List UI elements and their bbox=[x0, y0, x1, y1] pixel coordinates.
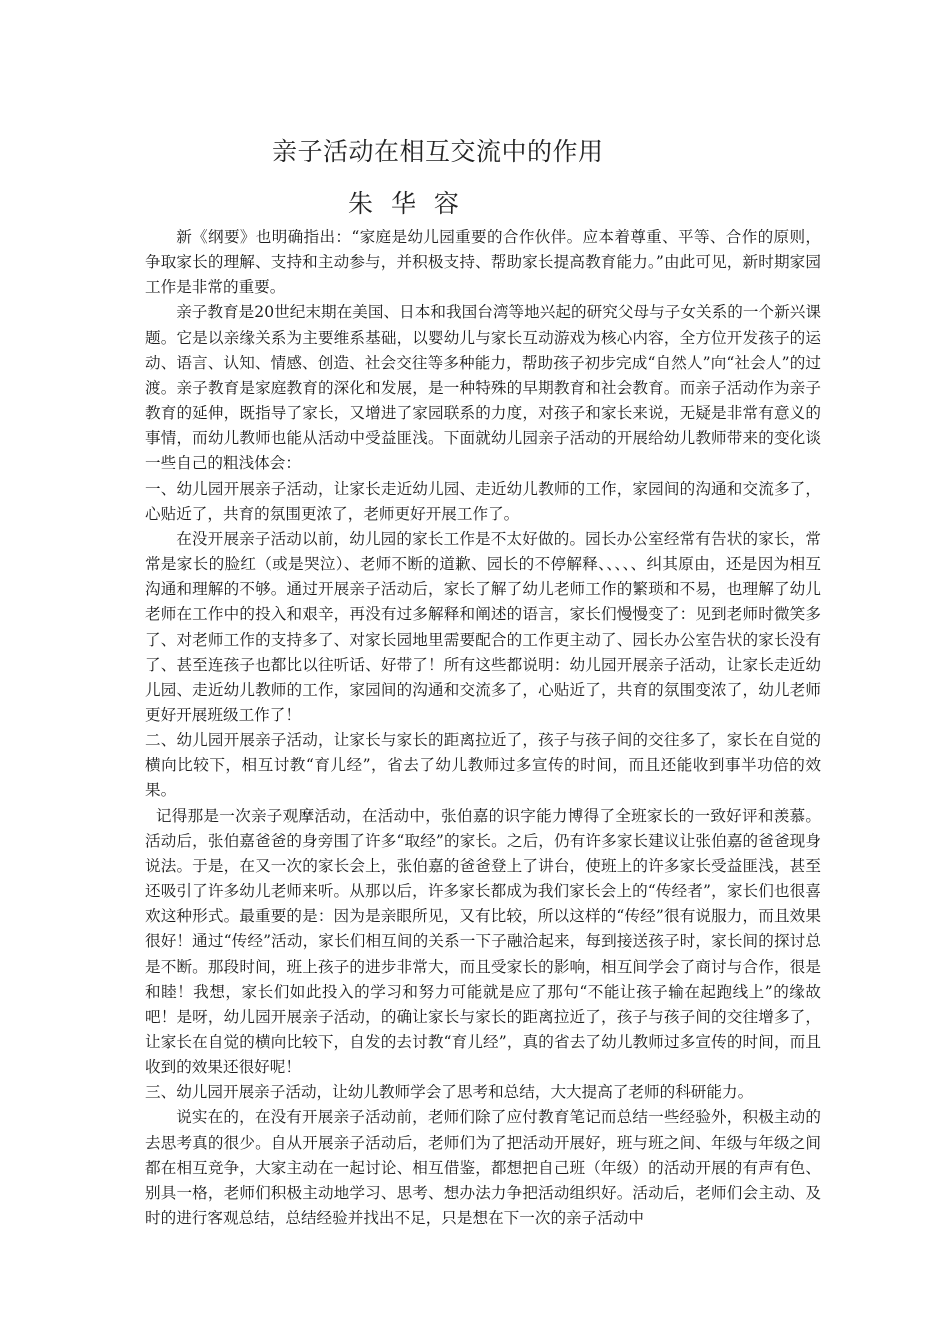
document-author: 朱 华 容 bbox=[348, 189, 464, 218]
paragraph-section-3: 说实在的，在没有开展亲子活动前，老师们除了应付教育笔记而总结一些经验外，积极主动的去思考真的很少。自从开展亲子活动后，老师们为了把活动开展好，班与班之间、年级与年级之间都在相互竞争，大家主动在一起讨论、相互借鉴，都想把自己班（年级）的活动开展的有声有色、别具一格，老师们积极主动地学习、思考、想办法力争把活动组织好。活动后，老师们会主动、及时的进行客观总结，总结经验并找出不足，只是想在下一次的亲子活动中 bbox=[145, 1108, 821, 1228]
document-title: 亲子活动在相互交流中的作用 bbox=[272, 137, 604, 166]
section-heading-2: 二、幼儿园开展亲子活动，让家长与家长的距离拉近了，孩子与孩子间的交往多了，家长在自觉的横向比较下，相互讨教“育儿经”，省去了幼儿教师过多宣传的时间，而且还能收到事半功倍的效果。 bbox=[145, 731, 821, 800]
paragraph-section-2: 记得那是一次亲子观摩活动，在活动中，张伯嘉的识字能力博得了全班家长的一致好评和羡慕。活动后，张伯嘉爸爸的身旁围了许多“取经”的家长。之后，仍有许多家长建议让张伯嘉的爸爸现身说法。于是，在又一次的家长会上，张伯嘉的爸爸登上了讲台，使班上的许多家长受益匪浅，甚至还吸引了许多幼儿老师来听。从那以后，许多家长都成为我们家长会上的“传经者”，家长们也很喜欢这种形式。最重要的是：因为是亲眼所见，又有比较，所以这样的“传经”很有说服力，而且效果很好！通过“传经”活动，家长们相互间的关系一下子融洽起来，每到接送孩子时，家长间的探讨总是不断。那段时间，班上孩子的进步非常大，而且受家长的影响，相互间学会了商讨与合作，很是和睦！我想，家长们如此投入的学习和努力可能就是应了那句“不能让孩子输在起跑线上”的缘故吧！是呀，幼儿园开展亲子活动，的确让家长与家长的距离拉近了，孩子与孩子间的交往增多了，让家长在自觉的横向比较下，自发的去讨教“育儿经”，真的省去了幼儿教师过多宣传的时间，而且收到的效果还很好呢！ bbox=[145, 806, 821, 1077]
section-heading-3: 三、幼儿园开展亲子活动，让幼儿教师学会了思考和总结，大大提高了老师的科研能力。 bbox=[145, 1083, 754, 1102]
paragraph-background: 亲子教育是20世纪末期在美国、日本和我国台湾等地兴起的研究父母与子女关系的一个新兴课题。它是以亲缘关系为主要维系基础，以婴幼儿与家长互动游戏为核心内容，全方位开发孩子的运动、语言、认知、情感、创造、社会交往等多种能力，帮助孩子初步完成“自然人”向“社会人”的过渡。亲子教育是家庭教育的深化和发展，是一种特殊的早期教育和社会教育。而亲子活动作为亲子教育的延伸，既指导了家长，又增进了家园联系的力度，对孩子和家长来说，无疑是非常有意义的事情，而幼儿教师也能从活动中受益匪浅。下面就幼儿园亲子活动的开展给幼儿教师带来的变化谈一些自己的粗浅体会： bbox=[145, 303, 821, 473]
paragraph-intro: 新《纲要》也明确指出：“家庭是幼儿园重要的合作伙伴。应本着尊重、平等、合作的原则，争取家长的理解、支持和主动参与，并积极支持、帮助家长提高教育能力。”由此可见，新时期家园工作是非常的重要。 bbox=[145, 228, 821, 297]
document-body bbox=[145, 225, 821, 1231]
paragraph-section-1: 在没开展亲子活动以前，幼儿园的家长工作是不太好做的。园长办公室经常有告状的家长，常常是家长的脸红（或是哭泣）、老师不断的道歉、园长的不停解释、、、、、纠其原由，还是因为相互沟通和理解的不够。通过开展亲子活动后，家长了解了幼儿老师工作的繁琐和不易，也理解了幼儿老师在工作中的投入和艰辛，再没有过多解释和阐述的语言，家长们慢慢变了：见到老师时微笑多了、对老师工作的支持多了、对家长园地里需要配合的工作更主动了、园长办公室告状的家长没有了、甚至连孩子也都比以往听话、好带了！所有这些都说明：幼儿园开展亲子活动，让家长走近幼儿园、走近幼儿教师的工作，家园间的沟通和交流多了，心贴近了，共育的氛围变浓了，幼儿老师更好开展班级工作了！ bbox=[145, 529, 821, 724]
section-heading-1: 一、幼儿园开展亲子活动，让家长走近幼儿园、走近幼儿教师的工作，家园间的沟通和交流多了，心贴近了，共育的氛围更浓了，老师更好开展工作了。 bbox=[145, 479, 821, 523]
